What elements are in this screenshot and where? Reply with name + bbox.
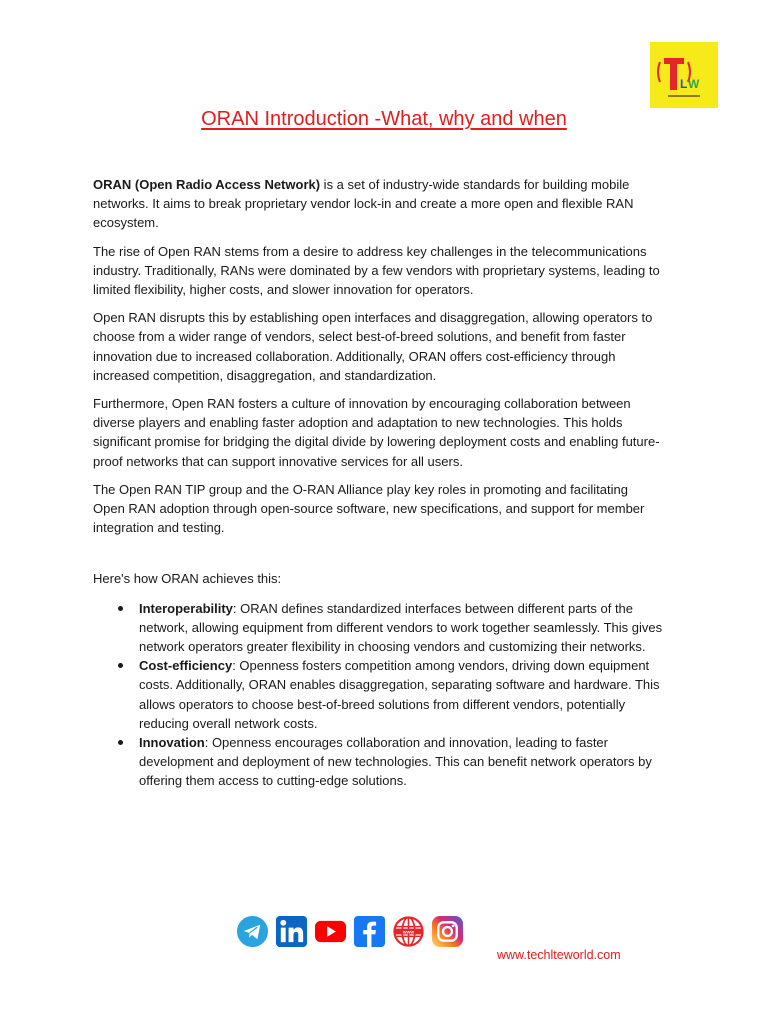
list-item [139,733,663,791]
techlteworld-logo [650,42,718,108]
youtube-icon[interactable] [314,915,347,948]
list-item [139,599,663,657]
list-intro: Here's how ORAN achieves this: [93,571,282,587]
page-title: ORAN Introduction -What, why and when [201,108,567,130]
svg-text:W: W [688,77,700,91]
intro-term: ORAN (Open Radio Access Network) [93,177,321,192]
paragraph: The Open RAN TIP group and the O-RAN Alliance play key roles in promoting and facilitating Open RAN adoption through open-source software, new specifications, and support for member integration and testing. [93,481,645,536]
benefits-list [93,599,663,791]
bullet-text: : Openness fosters competition among vendors, driving down equipment costs. Additionally, ORAN enables disaggregation, separating software and hardware. This allows operators to choose best-of-breed solutions from different vendors, potentially reducing overall network costs. [139,658,660,731]
paragraph: Open RAN disrupts this by establishing open interfaces and disaggregation, allowing operators to choose from a wider range of vendors, select best-of-breed solutions, and benefit from faster innovation due to increased collaboration. Additionally, ORAN offers cost-efficiency through increased competition, disaggregation, and standardization. [93,310,653,383]
bullet-term: Cost-efficiency [139,658,233,674]
bullet-term: Innovation [139,735,205,751]
document-body [93,175,663,791]
svg-text:www: www [402,929,415,935]
svg-text:L: L [680,77,688,91]
list-item [139,656,663,733]
facebook-icon[interactable] [353,915,386,948]
website-link[interactable]: www.techlteworld.com [497,948,621,962]
bullet-text: : Openness encourages collaboration and innovation, leading to faster development and deployment of new technologies. This can benefit network operators by offering them access to cutting-edge solutions. [139,735,652,789]
social-links [236,913,464,949]
instagram-icon[interactable] [431,915,464,948]
paragraph: The rise of Open RAN stems from a desire to address key challenges in the telecommunications industry. Traditionally, RANs were dominated by a few vendors with proprietary systems, leading to limited flexibility, higher costs, and slower innovation for operators. [93,243,660,298]
telegram-icon[interactable] [236,915,269,948]
linkedin-icon[interactable] [275,915,308,948]
bullet-text: : ORAN defines standardized interfaces between different parts of the network, allowing equipment from different vendors to work together seamlessly. This gives network operators greater flexibility in choosing vendors and customizing their networks. [139,600,663,655]
bullet-term: Interoperability [139,600,233,616]
intro-paragraph [93,175,663,233]
website-icon[interactable] [392,915,425,948]
intro-text: is a set of industry-wide standards for building mobile networks. It aims to break proprietary vendor lock-in and create a more open and flexible RAN ecosystem. [93,177,634,231]
paragraph: Furthermore, Open RAN fosters a culture of innovation by encouraging collaboration between diverse players and enabling faster adoption and adaptation to new technologies. This holds significant promise for bridging the digital divide by lowering deployment costs and enabling future-proof networks that can support innovative services for all users. [93,396,660,469]
